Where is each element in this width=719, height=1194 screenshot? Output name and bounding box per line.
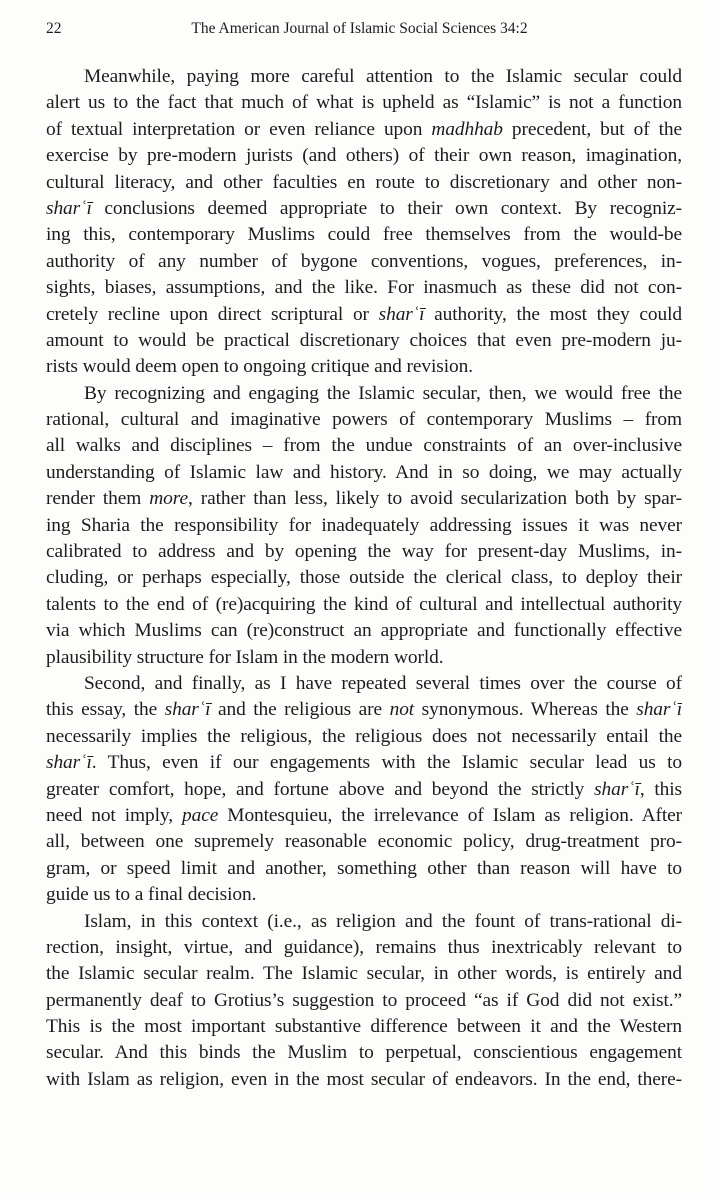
text-line: ing Sharia the responsibility for inadequately addressing issues it was never <box>46 514 682 536</box>
text-line: exercise by pre-modern jurists (and others) of their own reason, imagination, <box>46 145 682 167</box>
text-line: rational, cultural and imaginative powers of contemporary Muslims – from <box>46 409 682 431</box>
paragraph <box>46 64 682 381</box>
text-line: cultural literacy, and other faculties en route to discretionary and other non- <box>46 171 682 193</box>
text-line: via which Muslims can (re)construct an appropriate and functionally effective <box>46 620 682 642</box>
text-line: gram, or speed limit and another, something other than reason will have to <box>46 857 682 879</box>
text-line: sights, biases, assumptions, and the like. For inasmuch as these did not con- <box>46 277 682 299</box>
text-line: sharʿī conclusions deemed appropriate to their own context. By recogniz- <box>46 197 682 219</box>
page-number: 22 <box>46 20 62 37</box>
text-line: ing this, contemporary Muslims could free themselves from the would-be <box>46 224 682 246</box>
text-line: greater comfort, hope, and fortune above and beyond the strictly sharʿī, this <box>46 778 682 800</box>
text-line: this essay, the sharʿī and the religious are not synonymous. Whereas the sharʿī <box>46 699 682 721</box>
article-body <box>46 64 682 1093</box>
page-header <box>46 16 673 42</box>
text-line: cretely recline upon direct scriptural or sharʿī authority, the most they could <box>46 303 682 325</box>
text-line: sharʿī. Thus, even if our engagements with the Islamic secular lead us to <box>46 752 682 774</box>
text-line: all, between one supremely reasonable economic policy, drug-treatment pro- <box>46 831 682 853</box>
text-line: need not imply, pace Montesquieu, the irrelevance of Islam as religion. After <box>46 804 682 826</box>
text-line: necessarily implies the religious, the religious does not necessarily entail the <box>46 725 682 747</box>
text-line: By recognizing and engaging the Islamic secular, then, we would free the <box>84 382 682 404</box>
text-line: the Islamic secular realm. The Islamic secular, in other words, is entirely and <box>46 963 682 985</box>
text-line: rists would deem open to ongoing critique and revision. <box>46 356 473 378</box>
text-line: guide us to a final decision. <box>46 884 257 906</box>
text-line: This is the most important substantive difference between it and the Western <box>46 1016 682 1038</box>
text-line: with Islam as religion, even in the most secular of endeavors. In the end, there- <box>46 1068 682 1090</box>
text-line: talents to the end of (re)acquiring the kind of cultural and intellectual authority <box>46 593 682 615</box>
text-line: calibrated to address and by opening the way for present-day Muslims, in- <box>46 541 682 563</box>
text-line: of textual interpretation or even reliance upon madhhab precedent, but of the <box>46 118 682 140</box>
text-line: Meanwhile, paying more careful attention to the Islamic secular could <box>84 66 682 87</box>
text-line: authority of any number of bygone conventions, vogues, preferences, in- <box>46 250 682 272</box>
text-line: amount to would be practical discretionary choices that even pre-modern ju- <box>46 329 682 351</box>
text-line: rection, insight, virtue, and guidance), remains thus inextricably relevant to <box>46 936 682 958</box>
text-line: cluding, or perhaps especially, those outside the clerical class, to deploy their <box>46 567 682 589</box>
text-line: understanding of Islamic law and history. And in so doing, we may actually <box>46 461 682 483</box>
text-line: plausibility structure for Islam in the modern world. <box>46 646 444 668</box>
text-line: alert us to the fact that much of what is upheld as “Islamic” is not a function <box>46 92 682 114</box>
text-line: Islam, in this context (i.e., as religion and the fount of trans-rational di- <box>84 910 682 932</box>
paragraph <box>46 909 682 1094</box>
text-line: secular. And this binds the Muslim to perpetual, conscientious engagement <box>46 1042 682 1064</box>
paragraph <box>46 671 682 909</box>
paragraph <box>46 381 682 671</box>
running-head: The American Journal of Islamic Social Sciences 34:2 <box>191 20 528 37</box>
text-line: Second, and finally, as I have repeated several times over the course of <box>84 672 682 694</box>
text-line: all walks and disciplines – from the undue constraints of an over-inclusive <box>46 435 682 457</box>
text-line: permanently deaf to Grotius’s suggestion to proceed “as if God did not exist.” <box>46 989 682 1011</box>
text-line: render them more, rather than less, likely to avoid secularization both by spar- <box>46 488 682 510</box>
